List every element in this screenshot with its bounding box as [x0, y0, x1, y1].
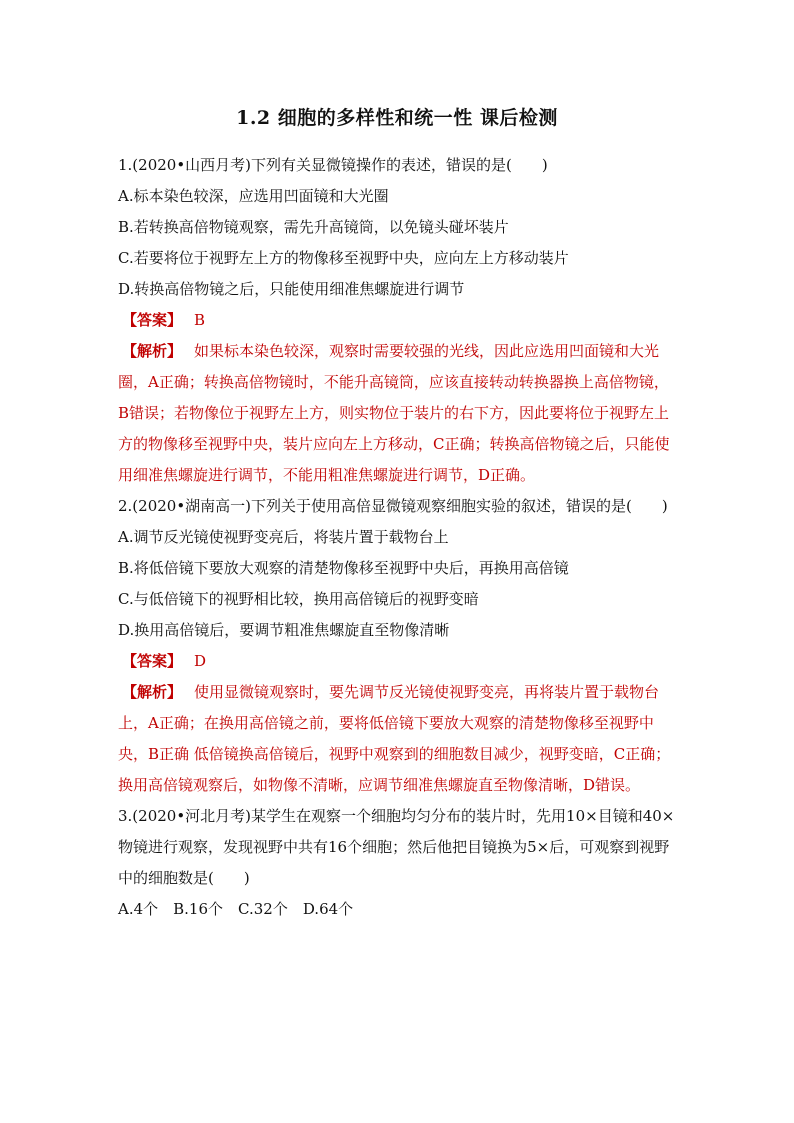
- analysis: [118, 677, 678, 801]
- question-2: [118, 491, 678, 801]
- options-inline: A.4个 B.16个 C.32个 D.64个: [118, 900, 354, 918]
- question-3: [118, 801, 678, 925]
- option-c: C.与低倍镜下的视野相比较，换用高倍镜后的视野变暗: [118, 590, 479, 608]
- answer-label: 【答案】: [122, 652, 183, 670]
- option-b: B.若转换高倍物镜观察，需先升高镜筒，以免镜头碰坏装片: [118, 218, 509, 236]
- page-title: 1.2 细胞的多样性和统一性 课后检测: [236, 107, 558, 129]
- analysis-text: 如果标本染色较深，观察时需要较强的光线，因此应选用凹面镜和大光圈，A正确；转换高倍物镜时，不能升高镜筒，应该直接转动转换器换上高倍物镜，B错误；若物像位于视野左上方，则实物位于装片的右下方，因此要将位于视野左上方的物像移至视野中央，装片应向左上方移动，C正确；转换高倍物镜之后，只能使用细准焦螺旋进行调节，不能用粗准焦螺旋进行调节，D正确。: [118, 342, 670, 484]
- option-a: A.标本染色较深，应选用凹面镜和大光圈: [118, 187, 389, 205]
- analysis-label: 【解析】: [122, 683, 183, 701]
- option-c: C.若要将位于视野左上方的物像移至视野中央，应向左上方移动装片: [118, 249, 569, 267]
- option-b: B.将低倍镜下要放大观察的清楚物像移至视野中央后，再换用高倍镜: [118, 559, 569, 577]
- analysis-text: 使用显微镜观察时，要先调节反光镜使视野变亮，再将装片置于载物台上，A正确；在换用高倍镜之前，要将低倍镜下要放大观察的清楚物像移至视野中央，B正确 低倍镜换高倍镜后，视野中观察到的细胞数目减少，视野变暗，C正确；换用高倍镜观察后，如物像不清晰，应调节细准焦螺旋直至物像清晰，D错误。: [118, 683, 671, 794]
- option-a: A.调节反光镜使视野变亮后，将装片置于载物台上: [118, 528, 449, 546]
- analysis: [118, 336, 678, 491]
- question-stem: 1.(2020•山西月考)下列有关显微镜操作的表述，错误的是( ): [118, 156, 548, 174]
- answer-label: 【答案】: [122, 311, 183, 329]
- question-stem: 2.(2020•湖南高一)下列关于使用高倍显微镜观察细胞实验的叙述，错误的是( ): [118, 497, 668, 515]
- option-d: D.转换高倍物镜之后，只能使用细准焦螺旋进行调节: [118, 280, 465, 298]
- question-stem: 3.(2020•河北月考)某学生在观察一个细胞均匀分布的装片时，先用10×目镜和40×物镜进行观察，发现视野中共有16个细胞；然后他把目镜换为5×后，可观察到视野中的细胞数是( ): [118, 807, 675, 887]
- option-d: D.换用高倍镜后，要调节粗准焦螺旋直至物像清晰: [118, 621, 450, 639]
- answer-row: [118, 646, 678, 677]
- analysis-label: 【解析】: [122, 342, 183, 360]
- answer-value: B: [194, 311, 206, 329]
- content: [118, 150, 678, 925]
- answer-row: [118, 305, 678, 336]
- question-1: [118, 150, 678, 491]
- answer-value: D: [194, 652, 207, 670]
